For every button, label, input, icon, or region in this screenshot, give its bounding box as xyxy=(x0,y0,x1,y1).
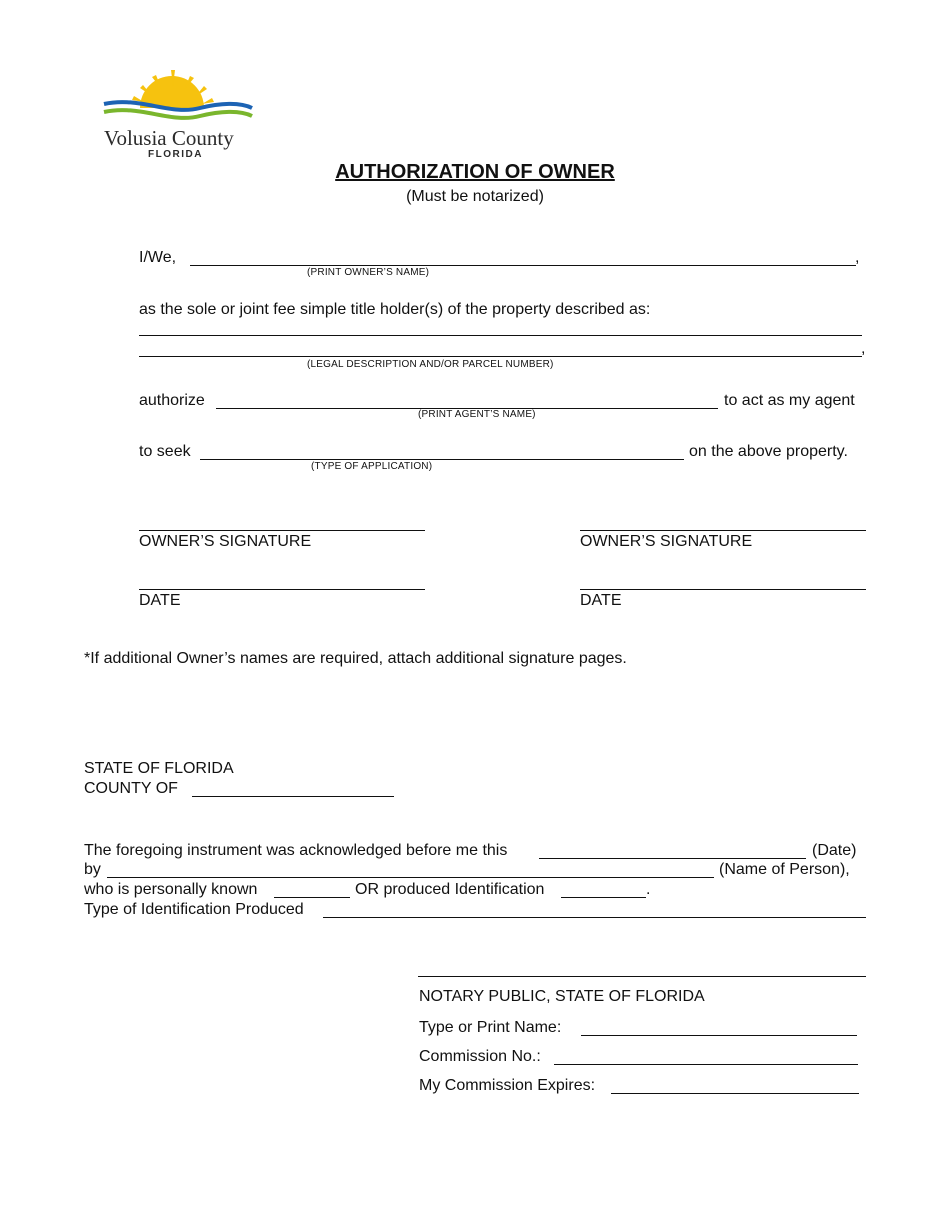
produced-id-field[interactable] xyxy=(561,897,646,898)
commission-number-field[interactable] xyxy=(554,1064,858,1065)
owner-name-hint: (PRINT OWNER’S NAME) xyxy=(307,267,430,278)
person-name-field[interactable] xyxy=(107,877,714,878)
date-label-2: DATE xyxy=(580,592,622,609)
owner-signature-label-1: OWNER’S SIGNATURE xyxy=(139,533,312,550)
date-field-2[interactable] xyxy=(580,589,866,590)
seek-label: to seek xyxy=(139,443,191,460)
notary-public-title: NOTARY PUBLIC, STATE OF FLORIDA xyxy=(419,988,705,1005)
volusia-county-logo xyxy=(100,68,260,160)
id-type-label: Type of Identification Produced xyxy=(84,901,304,918)
id-type-field[interactable] xyxy=(323,917,866,918)
produced-id-label: OR produced Identification xyxy=(355,881,545,898)
person-name-label: (Name of Person), xyxy=(719,861,850,878)
produced-id-period: . xyxy=(646,881,651,898)
print-name-label: Type or Print Name: xyxy=(419,1019,562,1036)
iwe-label: I/We, xyxy=(139,249,177,266)
logo-name: Volusia County xyxy=(104,126,234,150)
legal-description-field-2[interactable] xyxy=(139,356,862,357)
commission-expires-field[interactable] xyxy=(611,1093,859,1094)
page-title: AUTHORIZATION OF OWNER xyxy=(335,161,615,183)
county-field[interactable] xyxy=(192,796,394,797)
personally-known-field[interactable] xyxy=(274,897,350,898)
commission-expires-label: My Commission Expires: xyxy=(419,1077,596,1094)
ack-date-label: (Date) xyxy=(812,842,857,859)
legal-description-hint: (LEGAL DESCRIPTION AND/OR PARCEL NUMBER) xyxy=(307,359,554,370)
county-label: COUNTY OF xyxy=(84,780,178,797)
owner-name-field[interactable] xyxy=(190,265,856,266)
application-type-field[interactable] xyxy=(200,459,684,460)
date-field-1[interactable] xyxy=(139,589,425,590)
page-subtitle: (Must be notarized) xyxy=(406,188,544,205)
acknowledgment-text: The foregoing instrument was acknowledged before me this xyxy=(84,842,508,859)
seek-suffix: on the above property. xyxy=(689,443,848,460)
commission-number-label: Commission No.: xyxy=(419,1048,541,1065)
print-name-field[interactable] xyxy=(581,1035,857,1036)
application-type-hint: (TYPE OF APPLICATION) xyxy=(311,461,433,472)
ack-date-field[interactable] xyxy=(539,858,806,859)
personally-known-label: who is personally known xyxy=(84,881,258,898)
logo-state: FLORIDA xyxy=(148,149,203,160)
date-label-1: DATE xyxy=(139,592,181,609)
owner-signature-field-2[interactable] xyxy=(580,530,866,531)
state-label: STATE OF FLORIDA xyxy=(84,760,234,777)
by-label: by xyxy=(84,861,101,878)
owner-signature-field-1[interactable] xyxy=(139,530,425,531)
owner-signature-label-2: OWNER’S SIGNATURE xyxy=(580,533,753,550)
additional-owner-note: *If additional Owner’s names are required, attach additional signature pages. xyxy=(84,650,627,667)
title-holder-text: as the sole or joint fee simple title holder(s) of the property described as: xyxy=(139,301,651,318)
authorize-label: authorize xyxy=(139,392,205,409)
legal-comma: , xyxy=(861,340,866,357)
legal-description-field-1[interactable] xyxy=(139,335,862,336)
notary-signature-field[interactable] xyxy=(418,976,866,977)
agent-suffix: to act as my agent xyxy=(724,392,855,409)
iwe-comma: , xyxy=(855,249,860,266)
agent-name-hint: (PRINT AGENT’S NAME) xyxy=(418,409,536,420)
